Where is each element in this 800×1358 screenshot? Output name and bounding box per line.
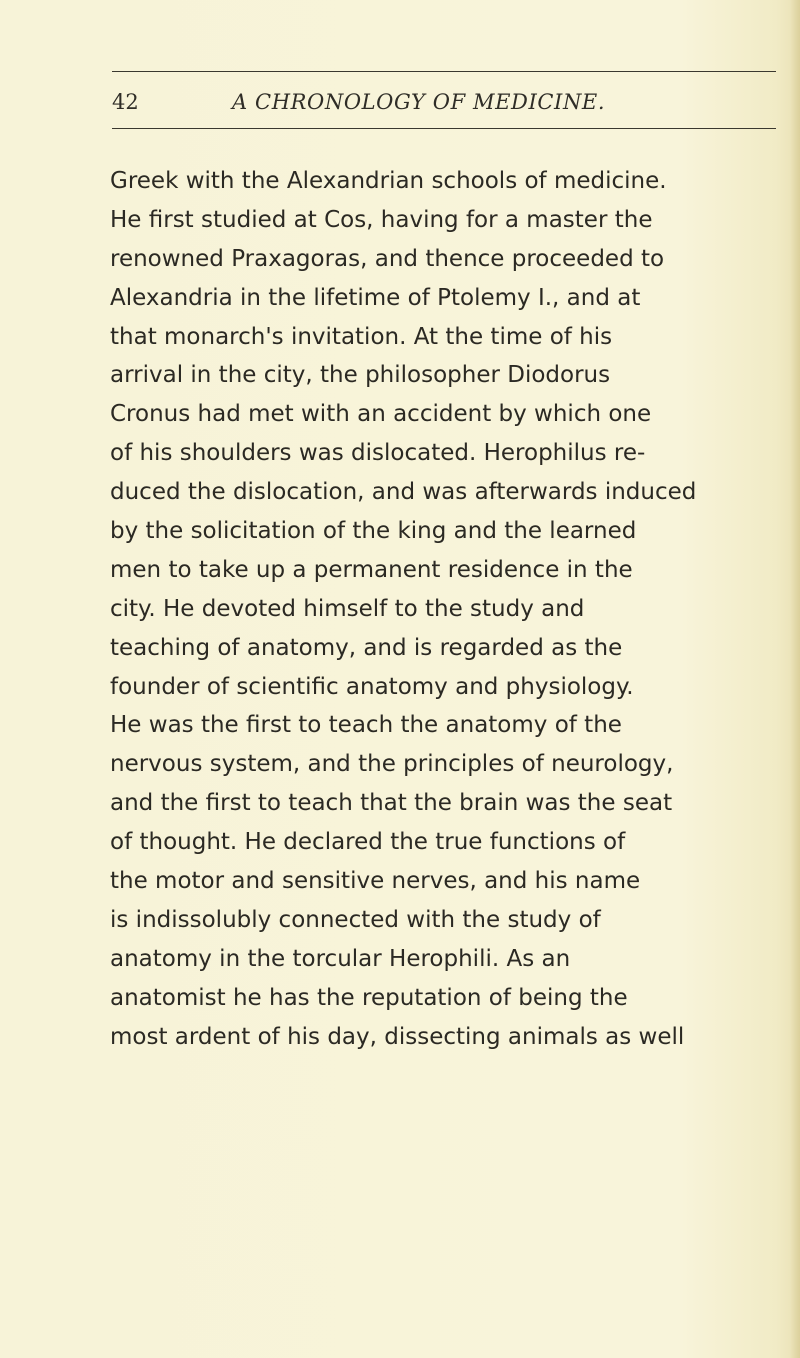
page-edge-shadow xyxy=(790,0,800,1358)
running-header xyxy=(112,88,776,120)
header-rule-top xyxy=(112,71,776,72)
text-line: renowned Praxagoras, and thence proceeded to xyxy=(110,245,665,272)
text-line: of thought. He declared the true functions of xyxy=(110,829,626,856)
text-line: arrival in the city, the philosopher Diodorus xyxy=(110,362,611,389)
text-line: Cronus had met with an accident by which one xyxy=(110,401,652,428)
text-line: anatomist he has the reputation of being the xyxy=(110,984,628,1011)
text-line: Greek with the Alexandrian schools of medicine. xyxy=(110,168,667,194)
text-line: most ardent of his day, dissecting animals as well xyxy=(110,1023,685,1050)
text-line: by the solicitation of the king and the learned xyxy=(110,518,637,545)
page-number: 42 xyxy=(112,90,139,114)
text-line: of his shoulders was dislocated. Herophilus re- xyxy=(110,440,646,467)
text-line: nervous system, and the principles of neurology, xyxy=(110,751,674,778)
text-line: He was the first to teach the anatomy of the xyxy=(110,712,622,739)
text-line: city. He devoted himself to the study and xyxy=(110,595,585,622)
text-line: is indissolubly connected with the study of xyxy=(110,906,601,933)
running-title: A CHRONOLOGY OF MEDICINE. xyxy=(232,90,606,114)
text-line: anatomy in the torcular Herophili. As an xyxy=(110,945,571,972)
text-line: and the first to teach that the brain was the seat xyxy=(110,790,673,817)
text-line: that monarch's invitation. At the time of his xyxy=(110,323,613,350)
text-line: Alexandria in the lifetime of Ptolemy I., and at xyxy=(110,284,641,311)
text-line: men to take up a permanent residence in the xyxy=(110,556,633,583)
text-line: teaching of anatomy, and is regarded as the xyxy=(110,634,623,661)
text-line: the motor and sensitive nerves, and his name xyxy=(110,868,641,895)
header-rule-bottom xyxy=(112,128,776,129)
text-line: duced the dislocation, and was afterwards induced xyxy=(110,479,697,506)
text-line: He first studied at Cos, having for a master the xyxy=(110,206,653,233)
body-paragraph xyxy=(110,162,782,1056)
text-line: founder of scientific anatomy and physiology. xyxy=(110,673,634,700)
